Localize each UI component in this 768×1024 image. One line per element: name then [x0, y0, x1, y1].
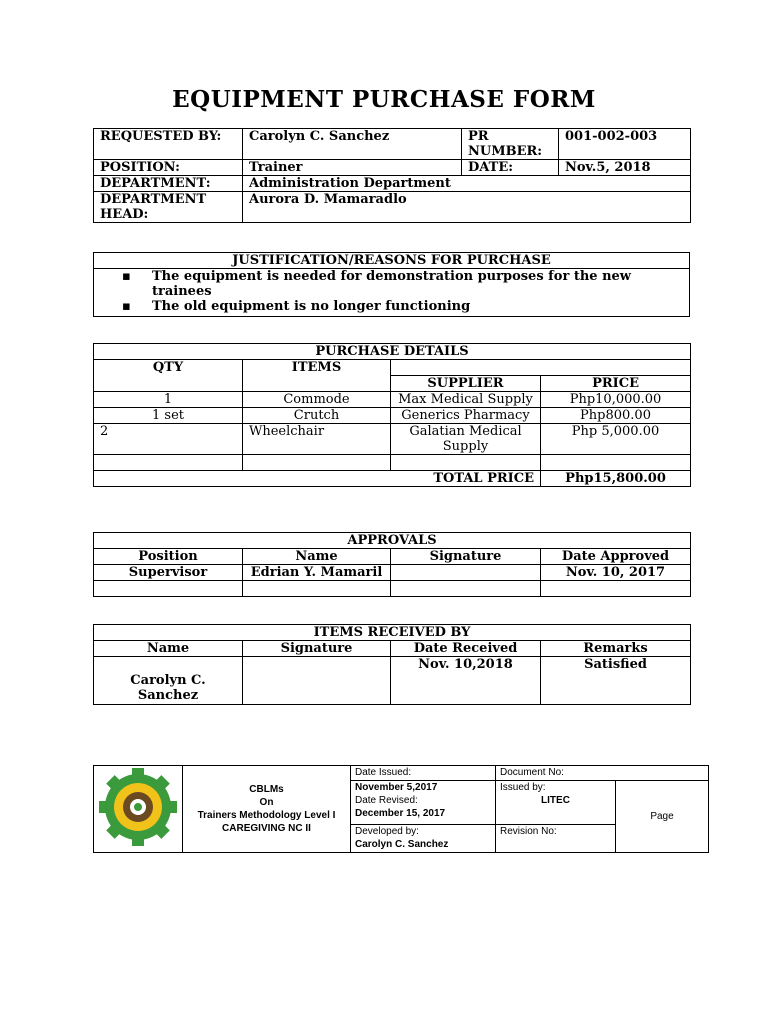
col-signature: Signature [243, 641, 391, 657]
date-issued-value: November 5,2017 [355, 782, 438, 793]
date-value: Nov.5, 2018 [559, 160, 691, 176]
approval-signature [391, 565, 541, 581]
col-items: ITEMS [243, 360, 391, 392]
total-label: TOTAL PRICE [94, 471, 541, 487]
gear-logo-icon [98, 768, 178, 846]
cblm-line: CAREGIVING NC II [222, 823, 311, 834]
col-name: Name [243, 549, 391, 565]
receiver-name: Carolyn C. Sanchez [94, 657, 243, 705]
supplier-cell: Max Medical Supply [391, 392, 541, 408]
approval-date: Nov. 10, 2017 [541, 565, 691, 581]
col-price: PRICE [541, 376, 691, 392]
col-signature: Signature [391, 549, 541, 565]
form-title: EQUIPMENT PURCHASE FORM [172, 86, 596, 113]
requester-info-table [93, 128, 691, 223]
justification-reasons [94, 269, 690, 317]
approval-position: Supervisor [94, 565, 243, 581]
reason-item: ▪ The old equipment is no longer functioning [122, 299, 683, 314]
col-remarks: Remarks [541, 641, 691, 657]
pr-number-label: PR NUMBER: [462, 129, 559, 160]
issued-by-cell [496, 781, 616, 825]
department-label: DEPARTMENT: [94, 176, 243, 192]
date-received: Nov. 10,2018 [391, 657, 541, 705]
revision-no-label: Revision No: [496, 825, 616, 853]
position-label: POSITION: [94, 160, 243, 176]
col-date-approved: Date Approved [541, 549, 691, 565]
date-label: DATE: [462, 160, 559, 176]
developed-by-cell [351, 825, 496, 853]
pr-number-value: 001-002-003 [559, 129, 691, 160]
table-row [94, 565, 691, 581]
developed-by-label: Developed by: [355, 826, 419, 837]
table-row [94, 657, 691, 705]
reason-item: ▪ The equipment is needed for demonstration purposes for the new trainees [122, 269, 683, 299]
logo-cell [94, 766, 183, 853]
justification-heading: JUSTIFICATION/REASONS FOR PURCHASE [94, 253, 690, 269]
qty-cell: 1 [94, 392, 243, 408]
col-supplier: SUPPLIER [391, 376, 541, 392]
cblm-line: Trainers Methodology Level I [197, 810, 336, 821]
date-issued-label: Date Issued: [351, 766, 496, 781]
table-row [94, 408, 691, 424]
department-head-value: Aurora D. Mamaradlo [243, 192, 691, 223]
received-heading: ITEMS RECEIVED BY [94, 625, 691, 641]
item-cell: Commode [243, 392, 391, 408]
document-footer-table [93, 765, 709, 853]
approvals-heading: APPROVALS [94, 533, 691, 549]
issued-by-label: Issued by: [500, 782, 546, 793]
cblm-line: On [259, 797, 274, 808]
price-cell: Php10,000.00 [541, 392, 691, 408]
page-label: Page [616, 781, 709, 853]
date-revised-label: Date Revised: [355, 795, 418, 806]
col-qty: QTY [94, 360, 243, 392]
col-name: Name [94, 641, 243, 657]
col-position: Position [94, 549, 243, 565]
department-head-label: DEPARTMENT HEAD: [94, 192, 243, 223]
developed-by-value: Carolyn C. Sanchez [355, 839, 449, 850]
qty-cell: 2 [94, 424, 243, 455]
date-revised-value: December 15, 2017 [355, 808, 446, 819]
supplier-cell: Galatian Medical Supply [391, 424, 541, 455]
purchase-heading: PURCHASE DETAILS [94, 344, 691, 360]
price-cell: Php800.00 [541, 408, 691, 424]
department-value: Administration Department [243, 176, 691, 192]
items-received-table [93, 624, 691, 705]
requested-by-value: Carolyn C. Sanchez [243, 129, 462, 160]
purchase-details-table [93, 343, 691, 487]
supplier-cell: Generics Pharmacy [391, 408, 541, 424]
cblm-title-cell [183, 766, 351, 853]
table-row [94, 455, 691, 471]
approvals-table [93, 532, 691, 597]
total-value: Php15,800.00 [541, 471, 691, 487]
receiver-signature [243, 657, 391, 705]
table-row [94, 424, 691, 455]
remarks: Satisfied [541, 657, 691, 705]
position-value: Trainer [243, 160, 462, 176]
table-row [94, 392, 691, 408]
approval-name: Edrian Y. Mamaril [243, 565, 391, 581]
qty-cell: 1 set [94, 408, 243, 424]
cblm-line: CBLMs [249, 784, 284, 795]
item-cell: Wheelchair [243, 424, 391, 455]
price-cell: Php 5,000.00 [541, 424, 691, 455]
document-no-label: Document No: [496, 766, 709, 781]
date-issued-revised-cell [351, 781, 496, 825]
col-date-received: Date Received [391, 641, 541, 657]
requested-by-label: REQUESTED BY: [94, 129, 243, 160]
issued-by-value: LITEC [541, 795, 570, 806]
justification-table [93, 252, 690, 317]
item-cell: Crutch [243, 408, 391, 424]
